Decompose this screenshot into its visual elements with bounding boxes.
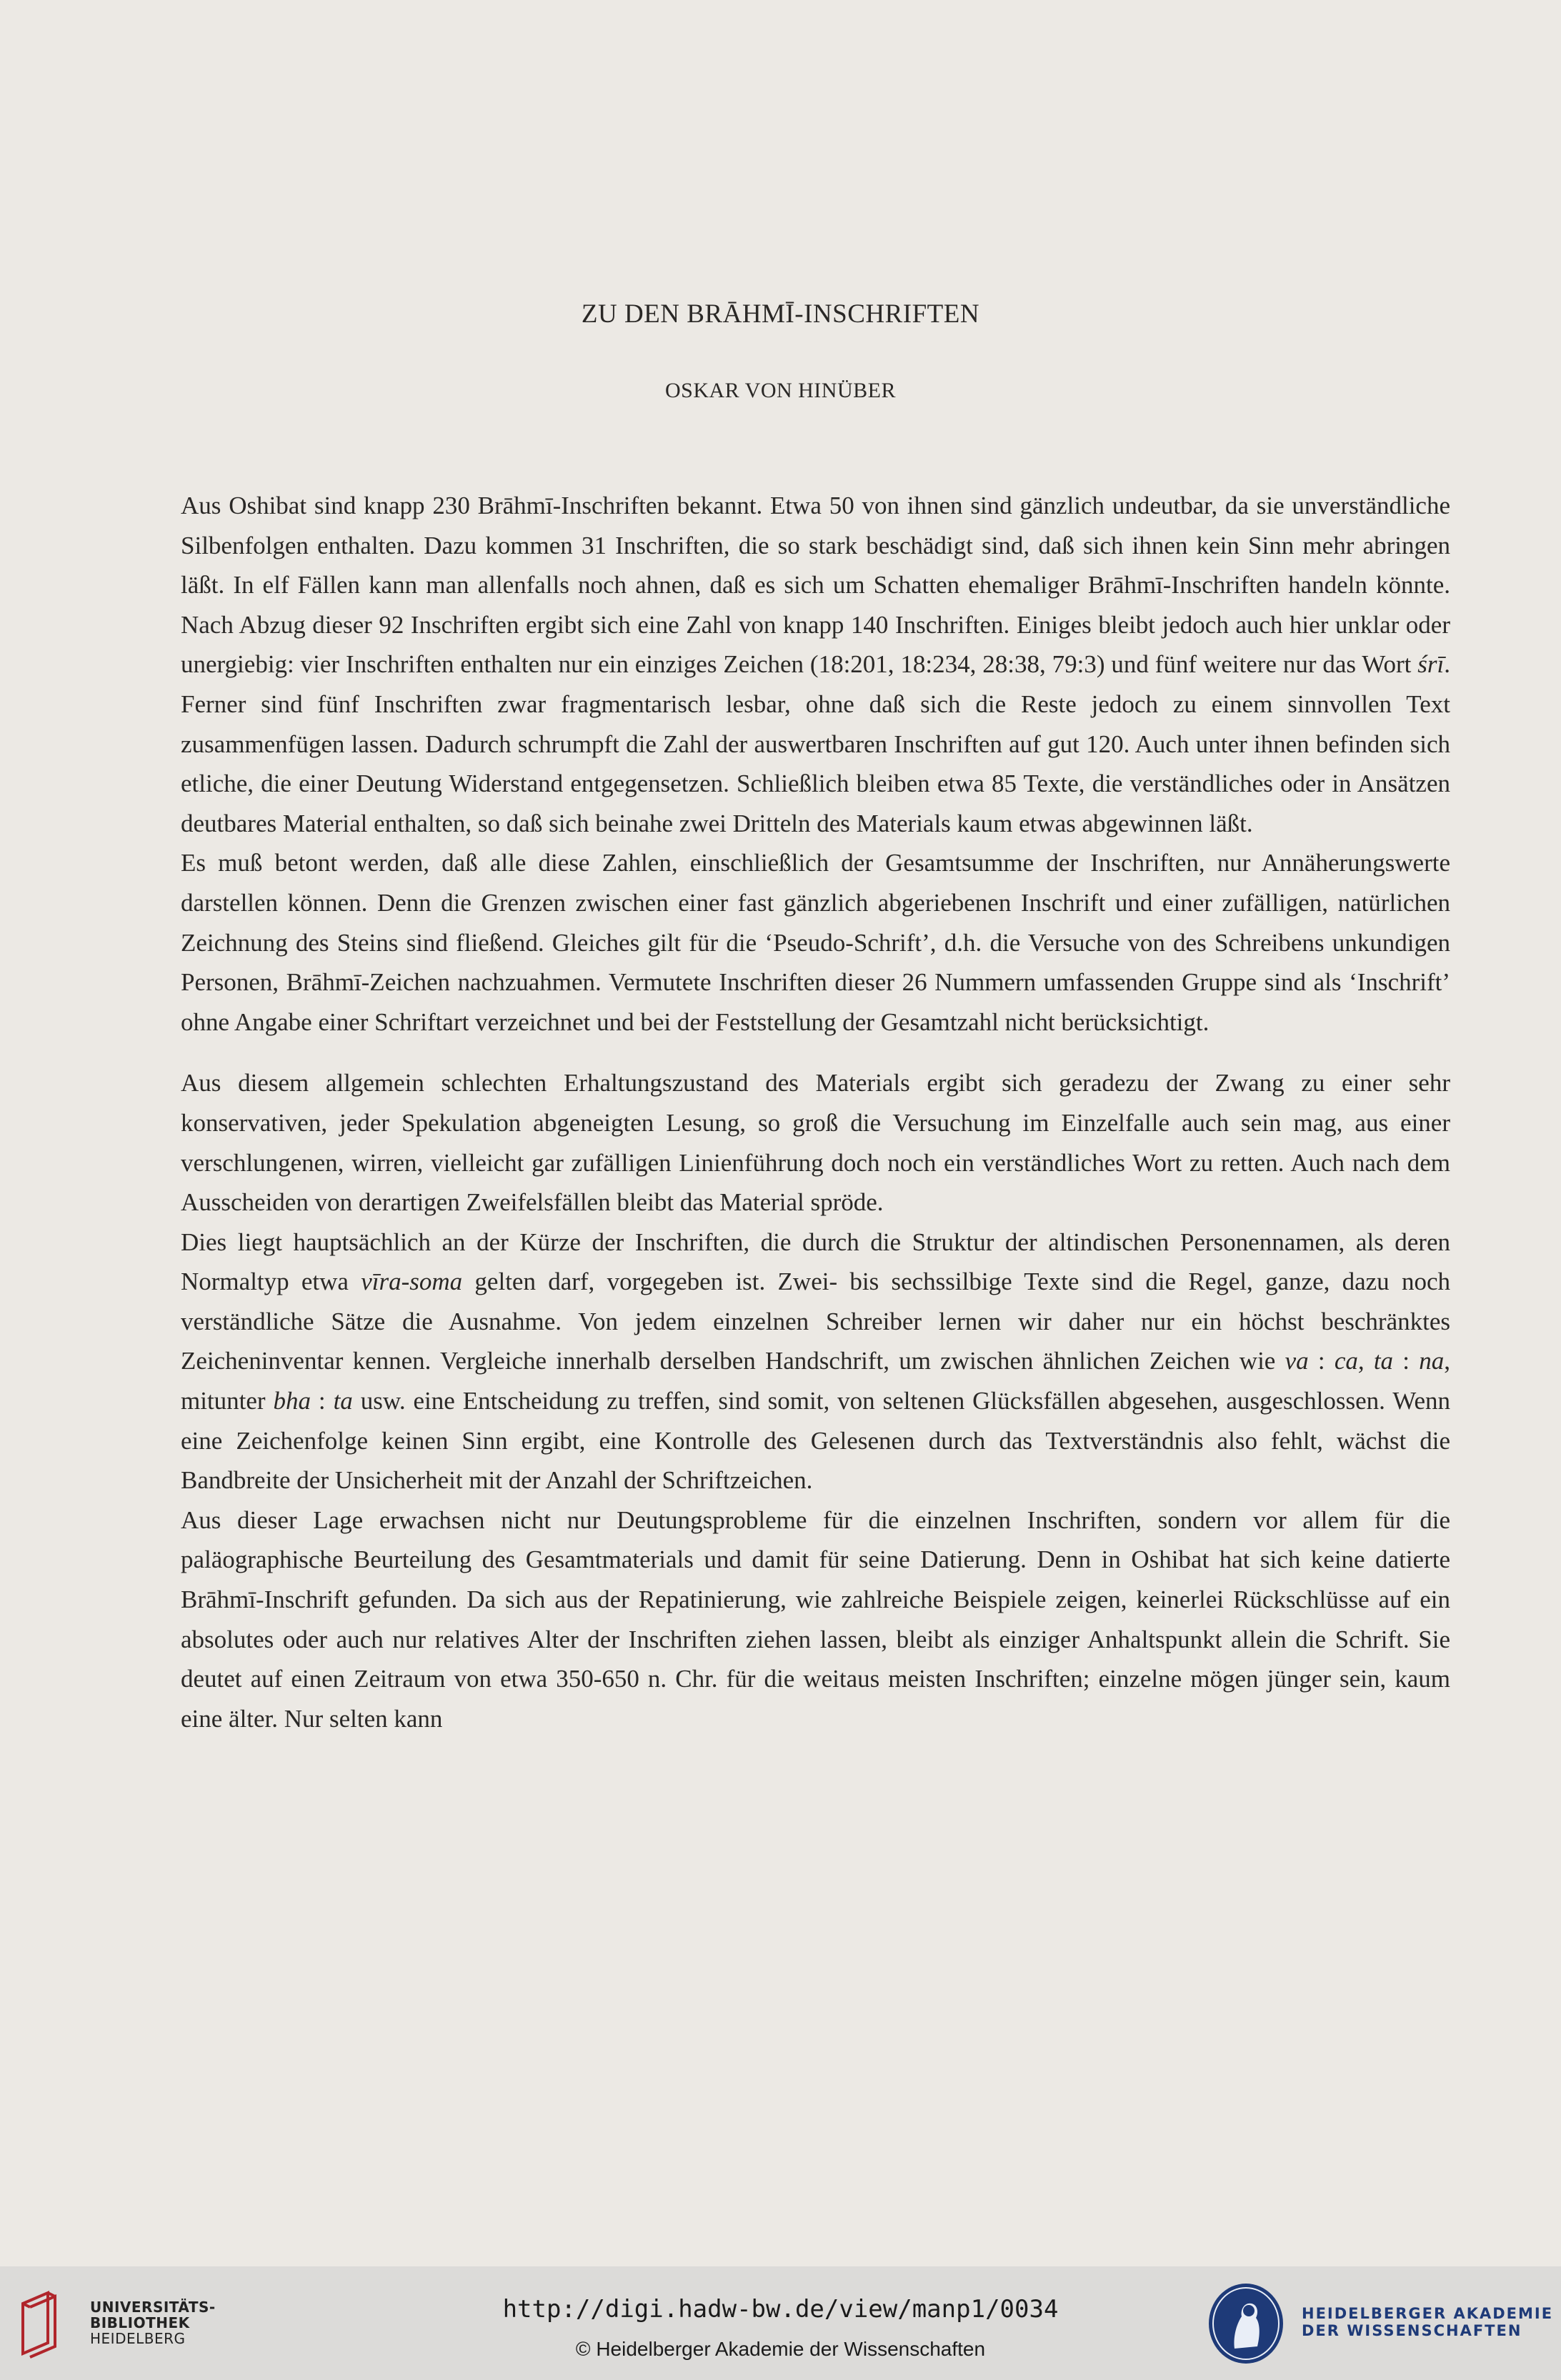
article-title: ZU DEN BRĀHMĪ-INSCHRIFTEN (581, 299, 980, 329)
paragraph: Aus diesem allgemein schlechten Erhaltungszustand des Materials ergibt sich geradezu der Zwang zu einer sehr konservativen, jeder Spekulation abgeneigten Lesung, so groß die Versuchung im Einzelfalle auch sein mag, aus einer verschlungenen, wirren, vielleicht gar zufälligen Linienführung doch noch ein verständliches Wort zu retten. Auch nach dem Ausscheiden von derartigen Zweifelsfällen bleibt das Material spröde. (181, 1069, 1450, 1217)
library-name[interactable]: UNIVERSITÄTS- BIBLIOTHEK HEIDELBERG (90, 2299, 216, 2347)
academy-seal-icon[interactable] (1206, 2281, 1286, 2366)
footer-bar (0, 2266, 1561, 2380)
paragraph: Dies liegt hauptsächlich an der Kürze der Inschriften, die durch die Struktur der altindischen Personennamen, als deren Normaltyp etwa vīra-soma gelten darf, vorgegeben ist. Zwei- bis sechssilbige Texte sind die Regel, ganze, dazu noch verständliche Sätze die Ausnahme. Von jedem einzelnen Schreiber lernen wir daher nur ein höchst beschränktes Zeicheninventar kennen. Vergleiche innerhalb derselben Handschrift, um zwischen ähnlichen Zeichen wie va : ca, ta : na, mitunter bha : ta usw. eine Entscheidung zu treffen, sind somit, von seltenen Glücksfällen abgesehen, ausgeschlossen. Wenn eine Zeichenfolge keinen Sinn ergibt, eine Kontrolle des Gelesenen durch das Textverständnis also fehlt, wächst die Bandbreite der Unsicherheit mit der Anzahl der Schriftzeichen. (181, 1228, 1450, 1495)
academy-name[interactable]: HEIDELBERGER AKADEMIE DER WISSENSCHAFTEN (1302, 2305, 1554, 2339)
paragraph: Aus Oshibat sind knapp 230 Brāhmī-Inschriften bekannt. Etwa 50 von ihnen sind gänzlich undeutbar, da sie unverständliche Silbenfolgen enthalten. Dazu kommen 31 Inschriften, die so stark beschädigt sind, daß sich ihnen kein Sinn mehr abringen läßt. In elf Fällen kann man allenfalls noch ahnen, daß es sich um Schatten ehemaliger Brāhmī-Inschriften handeln könnte. Nach Abzug dieser 92 Inschriften ergibt sich eine Zahl von knapp 140 Inschriften. Einiges bleibt jedoch auch hier unklar oder unergiebig: vier Inschriften enthalten nur ein einziges Zeichen (18:201, 18:234, 28:38, 79:3) und fünf weitere nur das Wort śrī. Ferner sind fünf Inschriften zwar fragmentarisch lesbar, ohne daß sich die Reste jedoch zu einem sinnvollen Text zusammenfügen lassen. Dadurch schrumpft die Zahl der auswertbaren Inschriften auf gut 120. Auch unter ihnen befinden sich etliche, die einer Deutung Widerstand entgegensetzen. Schließlich bleiben etwa 85 Texte, die verständliches oder in Ansätzen deutbares Material enthalten, so daß sich beinahe zwei Dritteln des Materials kaum etwas abgewinnen läßt. (181, 492, 1450, 837)
paragraph: Es muß betont werden, daß alle diese Zahlen, einschließlich der Gesamtsumme der Inschriften, nur Annäherungswerte darstellen können. Denn die Grenzen zwischen einer fast gänzlich abgeriebenen Inschrift und einer zufälligen, natürlichen Zeichnung des Steins sind fließend. Gleiches gilt für die ‘Pseudo-Schrift’, d.h. die Versuche von des Schreibens unkundigen Personen, Brāhmī-Zeichen nachzuahmen. Vermutete Inschriften dieser 26 Nummern umfassenden Gruppe sind als ‘Inschrift’ ohne Angabe einer Schriftart verzeichnet und bei der Feststellung der Gesamtzahl nicht berücksichtigt. (181, 849, 1450, 1036)
paragraph: Aus dieser Lage erwachsen nicht nur Deutungsprobleme für die einzelnen Inschriften, sondern vor allem für die paläographische Beurteilung des Gesamtmaterials und damit für seine Datierung. Denn in Oshibat hat sich keine datierte Brāhmī-Inschrift gefunden. Da sich aus der Repatinierung, wie zahlreiche Beispiele zeigen, keinerlei Rückschlüsse auf ein absolutes oder auch nur relatives Alter der Inschriften ziehen lassen, bleibt als einziger Anhaltspunkt allein die Schrift. Sie deutet auf einen Zeitraum von etwa 350-650 n. Chr. für die weitaus meisten Inschriften; einzelne mögen jünger sein, kaum eine älter. Nur selten kann (181, 1505, 1450, 1733)
author-name: OSKAR VON HINÜBER (665, 379, 896, 402)
page-url-link[interactable]: http://digi.hadw-bw.de/view/manp1/0034 (502, 2295, 1059, 2324)
copyright-notice: © Heidelberger Akademie der Wissenschaften (575, 2338, 986, 2360)
article-body (181, 486, 1450, 1738)
